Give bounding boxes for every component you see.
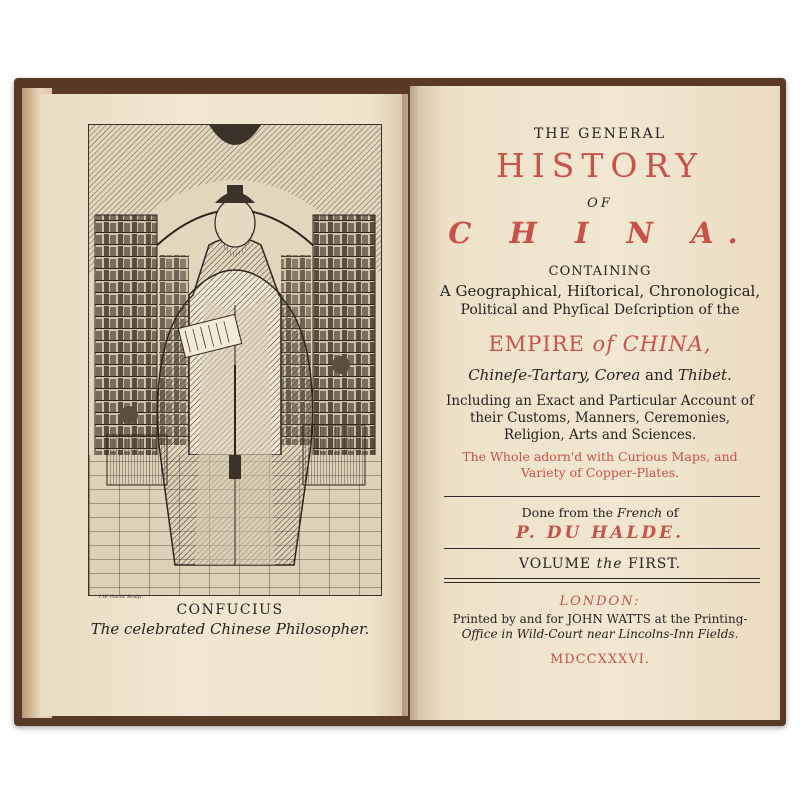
title-history: HISTORY: [495, 146, 705, 185]
caption-confucius: CONFUCIUS: [176, 602, 284, 618]
done-of: of: [666, 505, 679, 520]
region-thibet: Thibet.: [678, 366, 732, 384]
confucius-engraving: [88, 124, 382, 596]
empire-china: CHINA,: [622, 332, 712, 356]
volume-the: the: [596, 556, 623, 572]
adorned-line-2: Variety of Copper-Plates.: [520, 465, 680, 480]
volume-first: [430, 556, 770, 572]
empire-word: EMPIRE: [488, 332, 585, 356]
imprint-london: LONDON:: [559, 594, 641, 609]
including-line-3: Religion, Arts and Sciences.: [503, 427, 697, 443]
title-of: OF: [587, 196, 613, 211]
volume-first-word: FIRST.: [627, 556, 682, 572]
regions-line: [430, 366, 770, 384]
engraving-illustration: [89, 125, 381, 595]
done-french: French: [617, 505, 663, 520]
engraver-signature: I.W. Gucht Sculp.: [99, 594, 143, 600]
volume-word: VOLUME: [518, 556, 592, 572]
title-containing: CONTAINING: [548, 264, 652, 279]
title-china: C H I N A.: [448, 216, 752, 250]
description-line-1: A Geographical, Hiſtorical, Chronological,: [439, 282, 761, 300]
including-line-1: Including an Exact and Particular Account of: [445, 393, 754, 409]
including-line-2: their Customs, Manners, Ceremonies,: [469, 410, 731, 426]
done-a: Done from the: [521, 505, 614, 520]
description-line-2: Political and Phyſical Deſcription of the: [460, 302, 740, 318]
caption-subtitle: The celebrated Chinese Philosopher.: [90, 620, 370, 638]
title-empire-of-china: [430, 332, 770, 356]
rule-below-volume-1: [444, 578, 760, 579]
done-from-french: [430, 505, 770, 520]
imprint-office: Office in Wild-Court near Lincolns-Inn Fields.: [461, 627, 739, 641]
region-and: and: [645, 366, 674, 384]
rule-above-done: [444, 496, 760, 497]
rule-above-volume: [444, 548, 760, 549]
author-du-halde: P. DU HALDE.: [515, 523, 685, 543]
empire-of: of: [592, 332, 615, 356]
book-gutter: [402, 86, 418, 720]
adorned-line-1: The Whole adorn'd with Curious Maps, and: [462, 449, 738, 464]
rule-below-volume-2: [444, 582, 760, 583]
region-tartary: Chineſe-Tartary,: [468, 366, 590, 384]
region-corea: Corea: [594, 366, 641, 384]
title-the-general: THE GENERAL: [533, 126, 667, 142]
imprint-printed-by: Printed by and for JOHN WATTS at the Printing-: [452, 612, 748, 626]
imprint-date: MDCCXXXVI.: [549, 652, 651, 667]
